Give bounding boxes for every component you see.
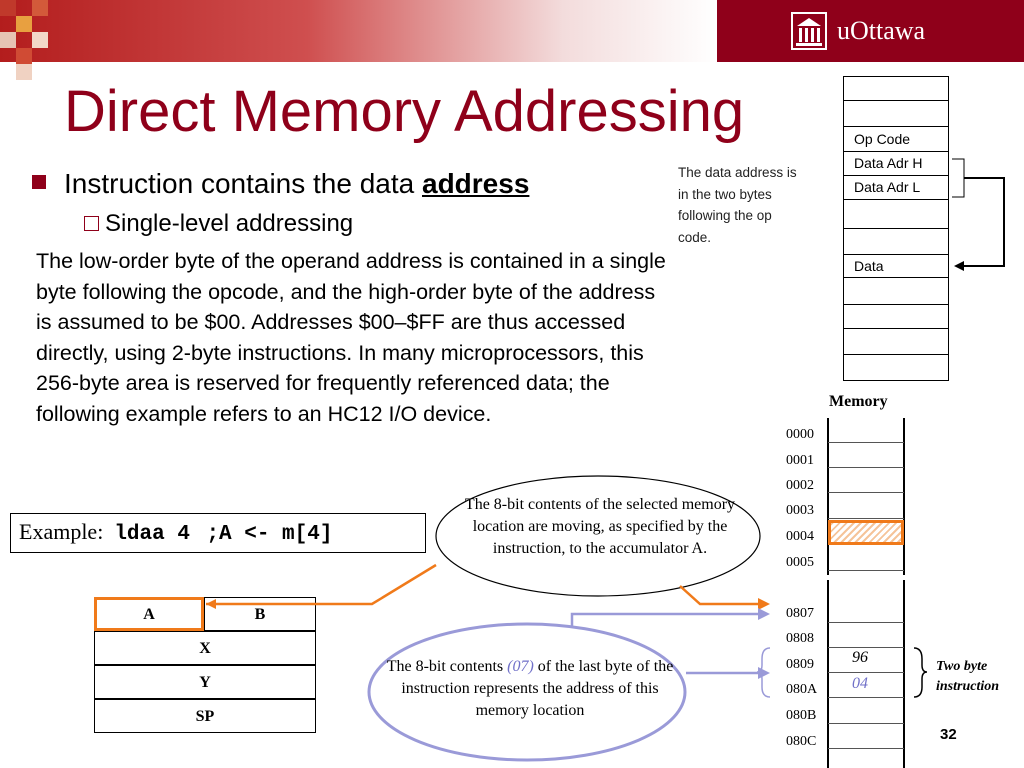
address-0807: 0807 [786,606,814,621]
brackets [756,645,936,705]
address-0808: 0808 [786,631,814,646]
memory-value-080A: 04 [852,675,868,692]
body-paragraph: The low-order byte of the operand address is contained in a single byte following the opcode, and the high-order byte of the address is assumed to be $00. Addresses $00–$FF are thus accessed directly, using 2-byte instructions. In many microprocessors, this 256-byte area is reserved for frequently referenced data; the following example refers to an HC12 I/O device. [36,249,666,426]
diagram-arrow [940,150,1020,280]
example-comment: ;A <- m[4] [206,523,333,546]
bubble-bottom-text [383,656,677,722]
address-0809: 0809 [786,657,814,672]
diagram-cell-adr-h: Data Adr H [843,152,949,176]
university-building-icon [791,12,831,52]
bullet-level1-text: Instruction contains the data [64,168,422,199]
bullet-level2-text: Single-level addressing [105,210,354,237]
register-a-highlight [94,597,204,631]
memory-value-0809: 96 [852,649,868,666]
bullet-hollow-square-icon [84,216,99,231]
logo-box [717,0,1024,62]
bubble-bottom-part2: of the last byte of the instruction represents the address of this memory location [401,658,674,719]
diagram-cell-data: Data [843,254,949,278]
register-y: Y [94,665,316,699]
bubble-top-text: The 8-bit contents of the selected memory location are moving, as specified by the instruction, to the accumulator A. [464,496,736,557]
page-title: Direct Memory Addressing [64,79,745,144]
memory-title: Memory [829,393,888,410]
address-080B: 080B [786,708,817,723]
brand-name: uOttawa [837,16,926,45]
example-box [10,513,426,553]
two-byte-label [936,657,999,697]
diagram-note: The data address is in the two bytes following the op code. [678,165,797,245]
bullet-level1 [32,168,529,200]
page-number: 32 [940,726,957,743]
bubble-bottom-highlight: (07) [507,658,534,675]
address-080C: 080C [786,734,817,749]
two-byte-label-line2: instruction [936,679,1000,694]
address-0003: 0003 [786,503,814,518]
diagram-cell-opcode: Op Code [843,128,949,152]
register-x: X [94,631,316,665]
diagram-cell-adr-l: Data Adr L [843,176,949,200]
two-byte-label-line1: Two byte [936,659,988,674]
bullet-square-icon [32,175,46,189]
address-0000: 0000 [786,427,814,442]
register-b: B [204,597,316,631]
address-0005: 0005 [786,555,814,570]
memory-cell-0004-highlight [828,520,904,545]
register-sp: SP [94,699,316,733]
bullet-level2 [84,210,353,238]
address-0004: 0004 [786,529,814,544]
bullet-level1-bold: address [422,168,530,199]
example-instruction: ldaa 4 [114,523,190,546]
bubble-bottom-part1: The 8-bit contents [386,658,508,675]
example-label: Example: [19,519,104,544]
register-a: A [94,597,204,631]
address-0001: 0001 [786,453,814,468]
address-0002: 0002 [786,478,814,493]
address-080A: 080A [786,682,818,697]
